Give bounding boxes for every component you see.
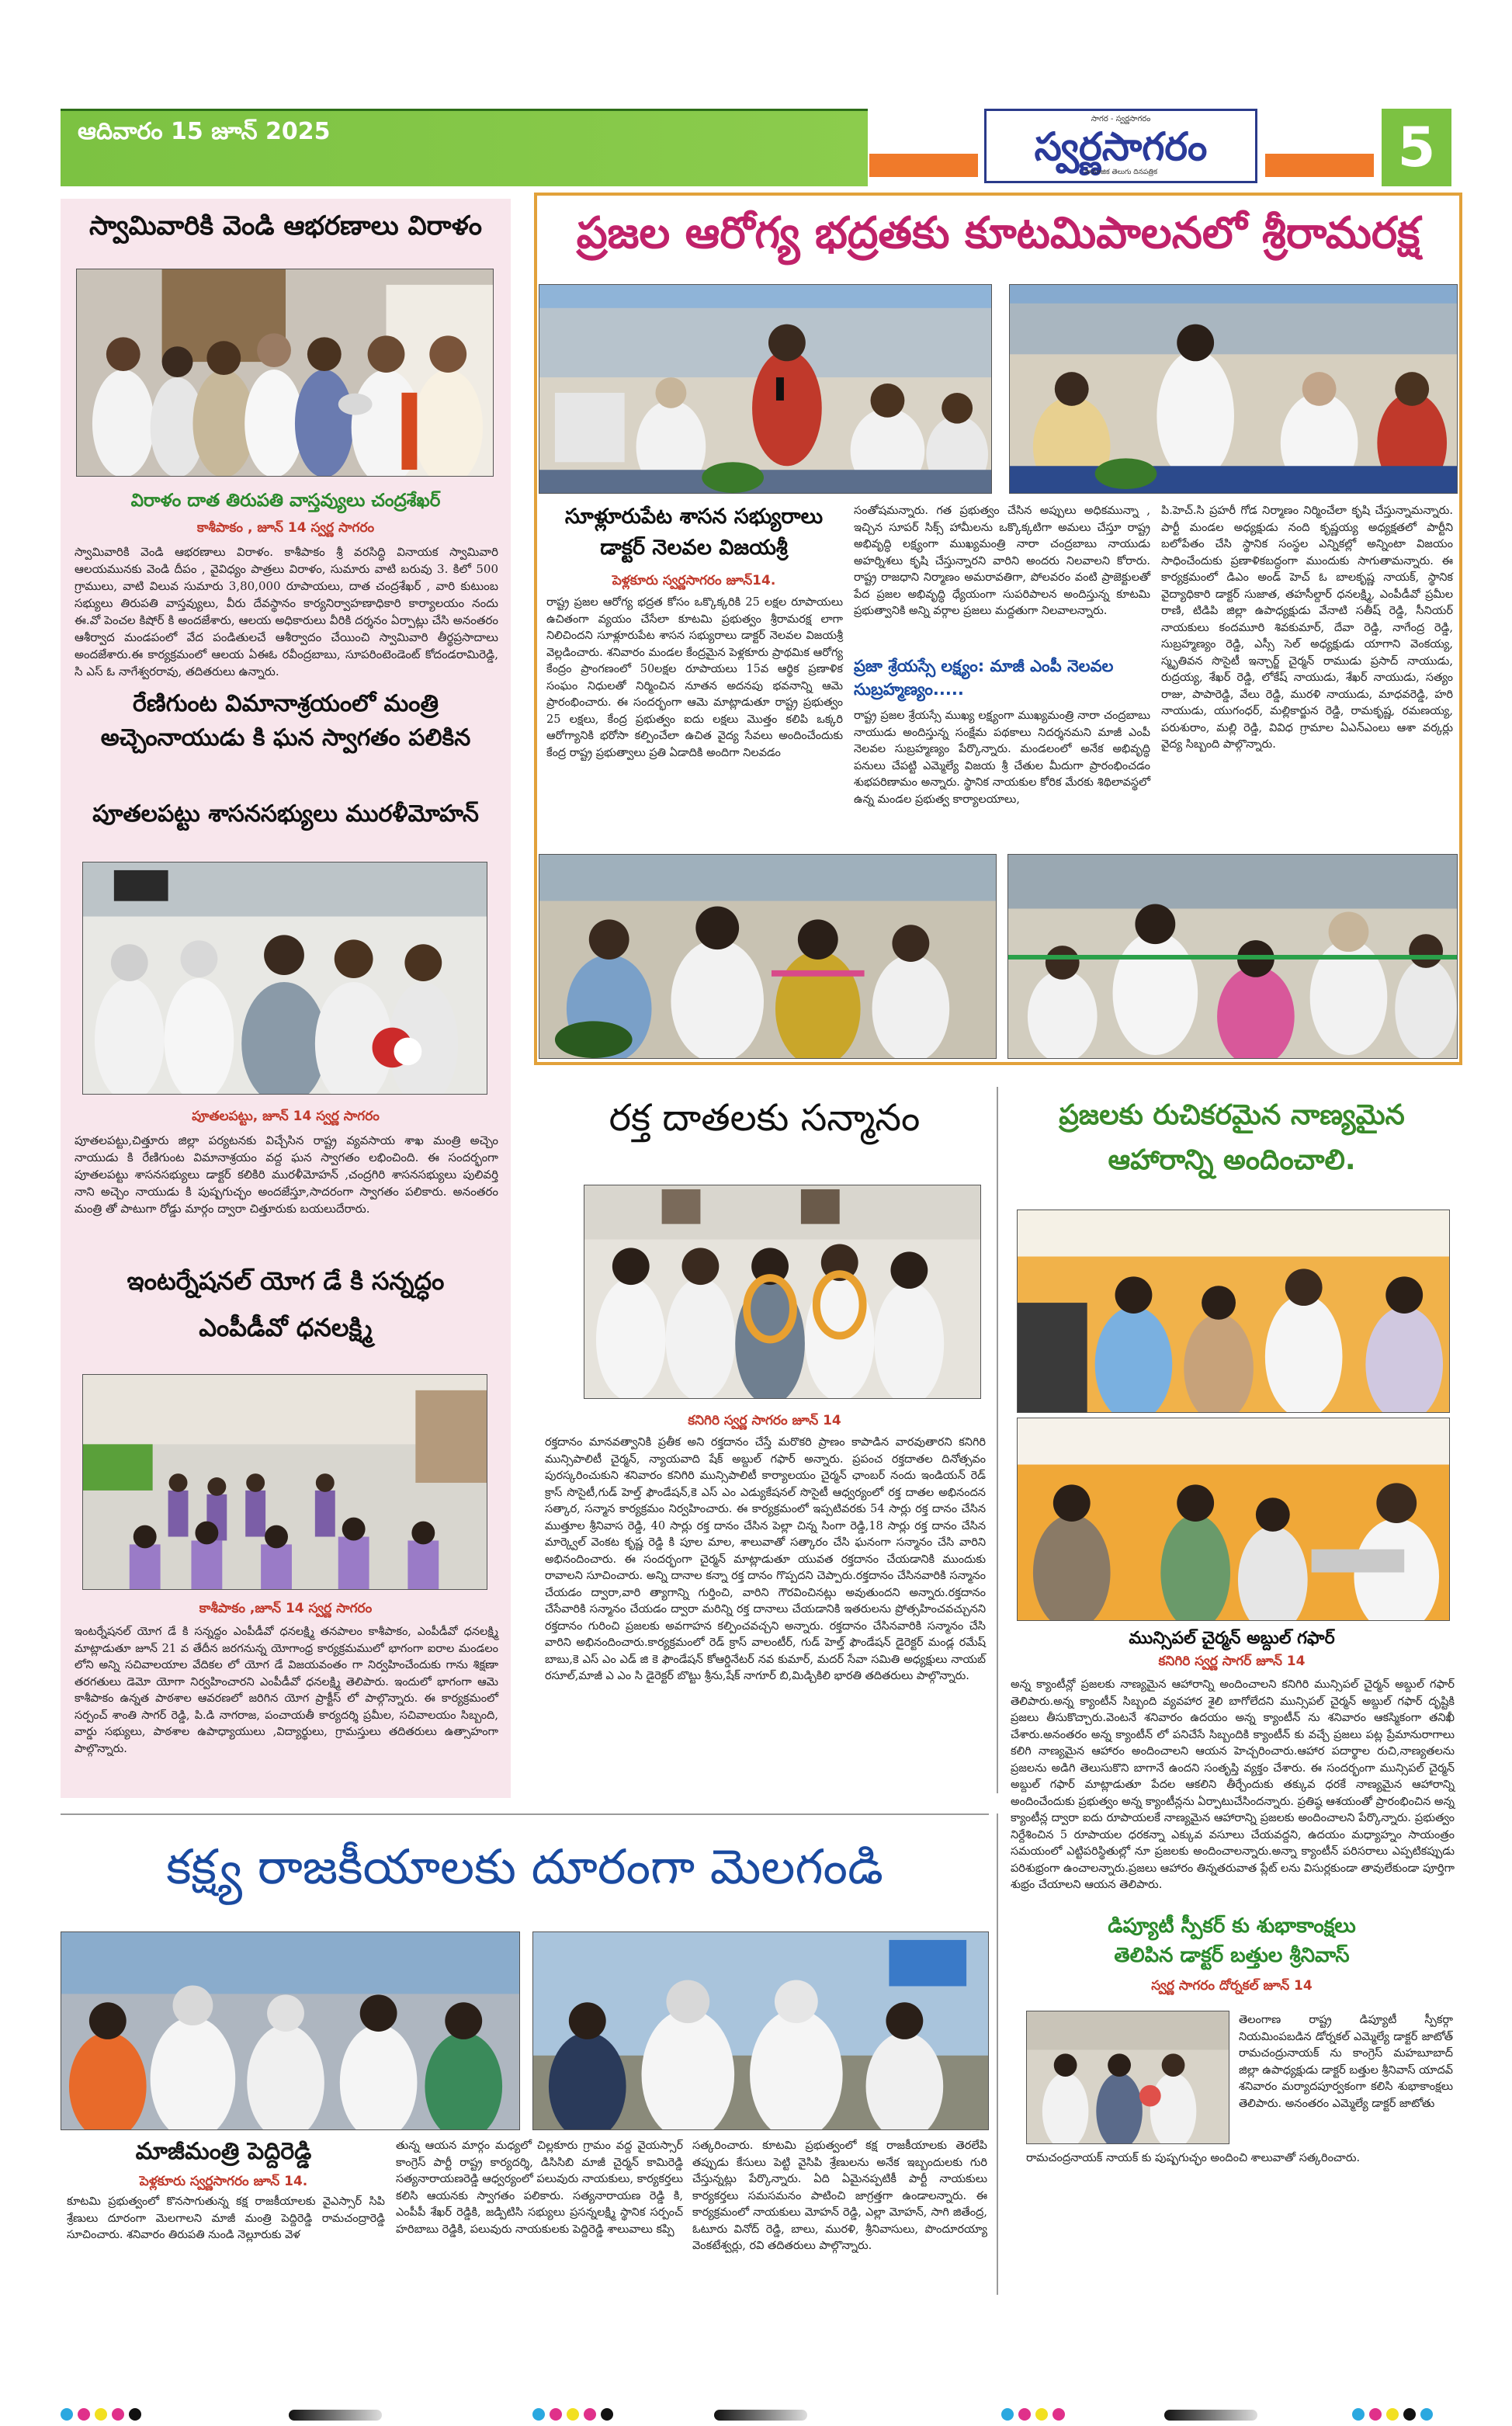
food-credit: కనిగిరి స్వర్ణ సాగర్ జూన్ 14 — [1158, 1654, 1306, 1669]
gray-bar-1 — [289, 2410, 382, 2421]
page-number: 5 — [1382, 109, 1451, 186]
yellow-dot — [1386, 2408, 1399, 2421]
color-registration-mid — [532, 2408, 613, 2421]
story1-caption: విరాళం దాత తిరుపతి వాస్తవ్యులు చంద్రశేఖర్ — [130, 491, 441, 511]
story3-body: ఇంటర్నేషనల్ యోగ డే కి సన్నద్ధం ఎంపీడీవో ధనలక్ష్మి తనపాలం కాశీపాకం, ఎంపీడీవో ధనలక్ష్మి మాట్లాడుతూ జూన్ 21 వ తేదీన జరగనున్న యోగాంధ్ర కార్యక్రమములో భాగంగా ఐరాల మండలం లోని అన్ని సచివాలయాల వేదికల లో యోగ డే విజయవంతం గా నిర్వహించేందుకు గాను శిక్షణా తరగతులు డెమో యోగా నిర్వహించారని ఎంపీడీవో ధనలక్ష్మి తెలిపారు. ఇందులో భాగంగా ఆమె కాశీపాకం ఉన్నత పాఠశాల ఆవరణలో జరిగిన యోగ ప్రాక్టీస్ లో పాల్గొన్నారు. ఈ కార్యక్రమంలో సర్పంచ్ శాంతి సాగర్ రెడ్డి, పి.డి నాగరాజ, పంచాయతీ కార్యదర్శి ప్రమీల, సచివాలయం సిబ్బంది, వార్డు సభ్యులు, పాఠశాల ఉపాధ్యాయులు ,విద్యార్థులు, గ్రామస్తులు తదితరులు ఉత్సాహంగా పాల్గొన్నారు. — [75, 1626, 498, 1755]
blood-photo — [584, 1185, 981, 1399]
yellow-dot — [95, 2408, 107, 2421]
story1-photo — [76, 269, 494, 477]
food-body: అన్న క్యాంటీన్లో ప్రజలకు నాణ్యమైన ఆహారాన్ని అందించాలని కనిగిరి మున్సిపల్ చైర్మన్ అబ్దుల్ గఫార్ తెలిపారు.అన్న క్యాంటీన్ సిబ్బంది వ్యవహార శైలి బాగోలేదని మున్సిపల్ చైర్మన్ అబ్దుల్ గఫార్ దృష్టికి ప్రజలు తీసుకొచ్చారు.వెంటనే శనివారం ఉదయం అన్న క్యాంటీన్ ను శనివారం ఆకస్మికంగా తనిఖీ చేశారు.అనంతరం అన్న క్యాంటీన్ లో పనిచేసే సిబ్బందికి క్యాంటీన్ కు వచ్చే ప్రజలు పట్ల ప్రేమానురాగాలు కలిగి నాణ్యమైన ఆహారం అందించాలని ఆయన హెచ్చరించారు.ఆహార పదార్థాల రుచి,నాణ్యతలను ప్రజలను అడిగి తెలుసుకొని బాగానే ఉందని సంతృప్తి వ్యక్తం చేశారు. ఈ సందర్భంగా మున్సిపల్ చైర్మన్ అబ్దుల్ గఫార్ మాట్లాడుతూ పేదల ఆకలిని తీర్చేందుకు తక్కువ ధరకే నాణ్యమైన ఆహారాన్ని అందించేందుకు ప్రభుత్వం అన్న క్యాంటీన్లను ఏర్పాటుచేసిందన్నారు. ప్రతిష్ఠ ఆశయంతో ప్రారంభించిన అన్న క్యాంటీన్ల ద్వారా ఐదు రూపాయలకే నాణ్యమైన ఆహారాన్ని ప్రజలకు అందించాలని పేర్కొన్నారు. ప్రభుత్వం నిర్దేశించిన 5 రూపాయల ధరకన్నా ఎక్కువ వసూలు చేయవద్దని, ఉదయం మధ్యాహ్నం సాయంత్రం సమయంలో ఎట్టిపరిస్థితుల్లో నూ ప్రజలకు అందించాలన్నారు.అన్నా క్యాంటీన్ పరిసరాలు ఎప్పటికప్పుడు పరిశుభ్రంగా ఉంచాలన్నారు.ప్రజలు ఆహారం తిన్నతరువాత ప్లేట్ లను విసుర్లకుండా తావులేకుండా పూర్తిగా శుభ్రం చేయాలని ఆయన తెలిపారు. — [1011, 1678, 1455, 1891]
bottom-headline: కక్ష్య రాజకీయాలకు దూరంగా మెలగండి — [166, 1838, 883, 1895]
health-col3: పి.హెచ్.సి ప్రహరీ గోడ నిర్మాణం నిర్మించేలా కృషి చేస్తున్నామన్నారు. పార్టీ మండల అధ్యక్షుడు నంది కృష్ణయ్య అధ్యక్షతలో పార్టీని బలోపేతం చేసి స్థానిక సంస్థల ఎన్నికల్లో అన్నింటా విజయం సాధించేందుకు ప్రణాళికబద్ధంగా ముందుకు సాగుతామన్నారు. ఈ కార్యక్రమంలో డిఎం అండ్ హెచ్ ఓ బాలకృష్ణ నాయక్, స్థానిక వైద్యాధికారి డాక్టర్ సుజాత, తహసీల్దార్ ధనలక్ష్మి, ఎంపీడీవో ప్రమీల రాణి, టిడిపి జిల్లా ఉపాధ్యక్షుడు వేనాటి సతీష్ రెడ్డి, సీనియర్ నాయకులు కందమూరి శివకుమార్, దేవా రెడ్డి, నాగేంద్ర రెడ్డి, సుబ్రహ్మణ్యం రెడ్డి, ఎస్సీ సెల్ అధ్యక్షుడు యాగాని వెంకయ్య, స్మృతివన సొసైటీ ఇన్చార్జ్ చైర్మన్ రాముడు ప్రసాద్ నాయుడు, రుద్రయ్య, శేఖర్ రెడ్డి, లోకేష్ నాయుడు, శేఖర్ నాయుడు, సత్యం రాజు, పాపారెడ్డి, వేలు రెడ్డి, మురళి నాయుడు, మాధవరెడ్డి, హరి నాయుడు, యుగంధర్, మల్లికార్జున రెడ్డి, రామకృష్ణ, రమణయ్య, పరుశురాం, మల్లి రెడ్డి, వివిధ గ్రామాల ఏఎన్ఎంలు ఆశా వర్కర్లు వైద్య సిబ్బంది పాల్గొన్నారు. — [1161, 505, 1453, 751]
black-dot — [129, 2408, 141, 2421]
health-sub-1: సూళ్లూరుపేట శాసన సభ్యురాలు — [564, 505, 824, 529]
blood-body: రక్తదానం మానవత్వానికి ప్రతీక అని రక్తదానం చేస్తే మరొకరి ప్రాణం కాపాడిన వారవుతారని కనిగిరి మున్సిపాలిటీ చైర్మన్, న్యాయవాది షేక్ అబ్దుల్ గఫార్ అన్నారు. ప్రపంచ రక్తదాతల దినోత్సవం పురస్కరించుకుని శనివారం కనిగిరి మున్సిపాలిటీ కార్యాలయం చైర్మన్ ఛాంబర్ నందు ఇండియన్ రెడ్ క్రాస్ సొసైటీ,గుడ్ హెల్త్ ఫౌండేషన్,కె ఎస్ ఎం ఎడ్యుకేషనల్ సొసైటీ ఆధ్వర్యంలో రక్త దాతల అభినందన సత్కార, సన్మాన కార్యక్రమం నిర్వహించారు. ఈ కార్యక్రమంలో ఇప్పటివరకు 54 సార్లు రక్త దానం చేసిన ముత్తూల శ్రీనివాస రెడ్డి, 40 సార్లు రక్త దానం చేసిన పెల్లా చిన్న సింగా రెడ్డి,18 సార్లు రక్త దానం చేసిన మార్క్వెల్ వెంకట కృష్ణ రెడ్డి కి పూల మాల, శాలువాతో సత్కారం చేసి ఘనంగా సన్మానం చేసి వారిని అభినందించారు. ఈ సందర్భంగా చైర్మన్ మాట్లాడుతూ యువత రక్తదానం చేయడానికి ముందుకు రావాలని సూచించారు. అన్ని దానాల కన్నా రక్త దానం గొప్పదని చెప్పారు.రక్తదానం చేసినవారికి సన్మానం చేయడం ద్వారా,వారి త్యాగాన్ని గుర్తించి, వారిని గౌరవించినట్లు అవుతుందని అన్నారు.రక్తదానం చేసేవారికి సన్మానం చేయడం ద్వారా మరిన్ని రక్త దానాలు చేయడానికి ఇతరులను ప్రోత్సహించవచ్చునని రక్తదానం గురించి ప్రజలకు అవగాహన కల్పించవచ్చని అన్నారు. రక్తదానం చేసినవారికి సన్మానం చేసి వారిని అభినందించారు.కార్యక్రమంలో రెడ్ క్రాస్ వాలంటీర్, గుడ్ హెల్త్ ఫౌండేషన్ డైరెక్టర్ మండ్ల రమేష్ బాబు,కె ఎస్ ఎం ఎడ్ జి కె ఫౌండేషన్ కోఆర్డినేటర్ నవ కుమార్, మదర్ సేవా సమితి అధ్యక్షులు నాయబ్ రసూల్,మాజీ ఎ ఎం సి డైరెక్టర్ బొట్టు శ్రీను,షేక్ నాగూర్ బి,మిడ్చికిలి భారతి తదితరులు పాల్గొన్నారు. — [545, 1436, 986, 1682]
color-registration-far-right — [1352, 2408, 1433, 2421]
magenta-dot — [1369, 2408, 1382, 2421]
story2-headline-2: అచ్చెంనాయుడు కి ఘన స్వాగతం పలికిన — [100, 724, 471, 751]
cyan-dot — [1352, 2408, 1365, 2421]
story2-headline-3: పూతలపట్టు శాసనసభ్యులు మురళీమోహన్ — [92, 800, 479, 828]
story2-credit: పూతలపట్టు, జూన్ 14 స్వర్ణ సాగరం — [192, 1109, 380, 1124]
health-photo-4 — [1007, 854, 1458, 1059]
magenta-dot — [1053, 2408, 1065, 2421]
yellow-dot — [567, 2408, 579, 2421]
deputy-headline-2: తెలిపిన డాక్టర్ బత్తుల శ్రీనివాస్ — [1114, 1944, 1350, 1967]
deputy-photo — [1026, 2011, 1229, 2144]
health-photo-3 — [539, 854, 997, 1059]
magenta-dot — [1018, 2408, 1031, 2421]
gray-bar-3 — [1164, 2410, 1257, 2421]
deputy-credit: స్వర్ణ సాగరం దోర్నకల్ జూన్ 14 — [1151, 1978, 1313, 1994]
health-photo-1 — [539, 284, 992, 494]
story1-body: స్వామివారికి వెండి ఆభరణాలు విరాళం. కాశీపాకం శ్రీ వరసిద్ధి వినాయక స్వామివారి ఆలయమునకు వెండి దీపం , వైవిధ్యం పాత్రలు విరాళం, సుమారు వాటి బరువు 3. కిలో 500 గ్రాములు, వాటి విలువ సుమారు 3,80,000 రూపాయలు, దాత చంద్రశేఖర్ , వారి కుటుంబ సభ్యులు తిరుపతి వాస్తవ్యులు, వీరు దేవస్థానం కార్యనిర్వాహణాధికారి కార్యాలయం నందు ఈ.వో పెంచల కిషోర్ కి అందజేశారు, ఆలయ అధికారులు వీరికి దర్శనం ఏర్పాట్లు చేసి అనంతరం ఆశీర్వాద మండపంలో వేద పండితులచే ఆశీర్వాదం చేయించి స్వామివారి తీర్థప్రసాదాలు అందజేశారు.ఈ కార్యక్రమంలో ఆలయ ఏఈఓ రవీంద్రబాబు, సూపరింటెండెంట్ కోదండరామిరెడ్డి, సి ఎస్ ఓ నాగేశ్వరరావు, తదితరులు ఉన్నారు. — [75, 545, 498, 679]
bottom-photo-1 — [61, 1931, 520, 2130]
story1-credit: కాశీపాకం , జూన్ 14 స్వర్ణ సాగరం — [196, 520, 375, 536]
magenta-dot — [112, 2408, 124, 2421]
magenta-dot — [584, 2408, 596, 2421]
blood-headline: రక్త దాతలకు సన్మానం — [609, 1096, 921, 1140]
black-dot — [601, 2408, 613, 2421]
story3-headline-1: ఇంటర్నేషనల్ యోగ డే కి సన్నద్ధం — [127, 1266, 445, 1296]
food-photo-2 — [1017, 1418, 1450, 1621]
yellow-dot — [1035, 2408, 1048, 2421]
story2-photo — [82, 862, 487, 1095]
food-caption: మున్సిపల్ చైర్మన్ అబ్దుల్ గఫార్ — [1129, 1629, 1335, 1648]
header-accent-right — [1265, 154, 1374, 177]
story1-headline: స్వామివారికి వెండి ఆభరణాలు విరాళం — [88, 210, 483, 241]
cyan-dot — [532, 2408, 545, 2421]
bottom-rule — [61, 1813, 989, 1815]
issue-date: ఆదివారం 15 జూన్ 2025 — [78, 118, 331, 145]
bottom-credit: పెళ్లకూరు స్వర్ణసాగరం జూన్ 14. — [139, 2174, 308, 2189]
bottom-subhead: మాజీమంత్రి పెద్దిరెడ్డి — [135, 2138, 312, 2165]
health-col2-subhead: ప్రజా శ్రేయస్సే లక్ష్యం: మాజీ ఎంపీ నెలవల సుబ్రహ్మణ్యం..... — [854, 657, 1114, 699]
bottom-column-rule — [997, 1813, 998, 2295]
black-dot — [1403, 2408, 1416, 2421]
cyan-dot — [1420, 2408, 1433, 2421]
health-col2b: రాష్ట్ర ప్రజల శ్రేయస్సే ముఖ్య లక్ష్యంగా ముఖ్యమంత్రి నారా చంద్రబాబు నాయుడు అందిస్తున్న సంక్షేమ పథకాలు నిదర్శనమని మాజీ ఎంపీ నెలవల సుబ్రహ్మణ్యం పేర్కొన్నారు. మండలంలో అనేక అభివృద్ధి పనులు చేపట్టి ఎమ్మెల్యే విజయ శ్రీ చేతుల మీదుగా ప్రారంభించడం శుభపరిణామం అన్నారు. స్థానిక నాయకుల కోరిక మేరకు శిథిలావస్థలో ఉన్న మండల ప్రభుత్వ కార్యాలయాలు, — [854, 710, 1150, 806]
color-registration-left — [61, 2408, 141, 2421]
health-credit: పెళ్లకూరు స్వర్ణసాగరం జూన్14. — [612, 573, 776, 588]
bottom-col3: సత్కరించారు. కూటమి ప్రభుత్వంలో కక్ష రాజకీయాలకు తెరలేపి తప్పుడు కేసులు పెట్టి వైసిపి శ్రేణులను అనేక ఇబ్బందులకు గురి చేస్తున్నట్లు పేర్కొన్నారు. ఏది ఏమైనప్పటికీ పార్టీ నాయకులు కార్యకర్తలు సమసమనం పాటించి జాగ్రత్తగా ఉండాలన్నారు. ఈ కార్యక్రమంలో నాయకులు మోహన్ రెడ్డి, ఎల్లా మోహన్, సాగి జితేంద్ర, ఓటూరు వినోద్ రెడ్డి, బాలు, మురళి, శ్రీనివాసులు, పొందూరయ్యా వెంకటేశ్వర్లు, రవి తదితరులు పాల్గొన్నారు. — [692, 2140, 987, 2252]
masthead-name: స్వర్ణసాగరం — [1034, 123, 1208, 169]
health-photo-2 — [1009, 284, 1458, 494]
magenta-dot — [550, 2408, 562, 2421]
bottom-col1: కూటమి ప్రభుత్వంలో కొనసాగుతున్న కక్ష రాజకీయాలకు వైఎస్సార్ సిపి శ్రేణులు దూరంగా మెలగాలని మాజీ మంత్రి పెద్దిరెడ్డి రామచంద్రారెడ్డి సూచించారు. శనివారం తిరుపతి నుండి నెల్లూరుకు వెళ — [67, 2195, 385, 2241]
health-sub-2: డాక్టర్ నెలవల విజయశ్రీ — [600, 536, 788, 560]
column-rule — [997, 1087, 998, 1793]
story3-photo — [82, 1374, 487, 1590]
blood-credit: కనిగిరి స్వర్ణ సాగరం జూన్ 14 — [688, 1413, 841, 1428]
story3-headline-2: ఎంపీడీవో ధనలక్ష్మి — [199, 1313, 373, 1342]
deputy-body-bottom: రామచంద్రనాయక్ నాయక్ కు పుష్పగుచ్ఛం అందించి శాలువాతో సత్కరించారు. — [1026, 2152, 1361, 2164]
food-photo-1 — [1017, 1210, 1450, 1413]
bottom-col2: తున్న ఆయన మార్గం మధ్యలో చిల్లకూరు గ్రామం వద్ద వైయస్సార్ కాంగ్రెస్ పార్టీ రాష్ట్ర కార్యదర్శి, డిసిసిబి మాజీ చైర్మన్ కామిరెడ్డి సత్యనారాయణరెడ్డి ఆధ్వర్యంలో పలువురు నాయకులు, కార్యకర్తలు కలిసి ఆయనకు స్వాగతం పలికారు. సత్యనారాయణ రెడ్డి కి, ఎంపీపీ శేఖర్ రెడ్డికి, జడ్పిటిసి సభ్యులు ప్రసన్నలక్ష్మి స్థానిక సర్పంచ్ హరిబాబు రెడ్డికి, పలువురు నాయకులకు పెద్దిరెడ్డి శాలువాలు కప్పి — [396, 2140, 683, 2236]
story2-headline-1: రేణిగుంట విమానాశ్రయంలో మంత్రి — [133, 690, 439, 717]
food-headline-2: ఆహారాన్ని అందించాలి. — [1108, 1144, 1356, 1176]
food-headline-1: ప్రజలకు రుచికరమైన నాణ్యమైన — [1059, 1099, 1405, 1131]
masthead-tagline: సాగర - స్వర్ణసాగరం — [1091, 115, 1151, 123]
cyan-dot — [1001, 2408, 1014, 2421]
health-col1: రాష్ట్ర ప్రజల ఆరోగ్య భద్రత కోసం ఒక్కొక్కరికి 25 లక్షల రూపాయలు ఉచితంగా వ్యయం చేసేలా కూటమి ప్రభుత్వం శ్రీరామరక్ష లాగా నిలిచిందని సూళ్లూరుపేట శాసన సభ్యురాలు డాక్టర్ నెలవల విజయశ్రీ వెల్లడించారు. శనివారం మండల కేంద్రమైన పెళ్లకూరు ప్రాథమిక ఆరోగ్య కేంద్రం ప్రాంగణంలో 50లక్షల రూపాయలు 15వ ఆర్థిక ప్రణాళిక సంఘం నిధులతో నిర్మించిన నూతన అదనపు భవనాన్ని ఆమె ప్రారంభించారు. ఈ సందర్భంగా ఆమె మాట్లాడుతూ రాష్ట్ర ప్రభుత్వం 25 లక్షలు, కేంద్ర ప్రభుత్వం ఐదు లక్షలు మొత్తం కలిపి ఒక్కరి ఆరోగ్యానికి భరోసా కల్పించేలా ఉచిత వైద్య సేవలు అందించేందుకు కేంద్ర రాష్ట్ర ప్రభుత్వాలు ప్రతి ఏడాదికి అందిగా నిలవడం — [546, 596, 843, 759]
story2-body: పూతలపట్టు,చిత్తూరు జిల్లా పర్యటనకు విచ్చేసిన రాష్ట్ర వ్యవసాయ శాఖ మంత్రి అచ్చెం నాయుడు కి రేణిగుంట విమానాశ్రయం వద్ద ఘన స్వాగతం లభించింది. ఈ సందర్భంగా పూతలపట్టు శాసనసభ్యులు డాక్టర్ కలికిరి మురళీమోహన్ ,చంద్రగిరి శాసనసభ్యులు పులివర్తి నాని అచ్చెం నాయుడు కి పుష్పగుచ్ఛం అందజేస్తూ,సాదరంగా స్వాగతం పలికారు. అనంతరం మంత్రి తో పాటుగా రోడ్డు మార్గం ద్వారా చిత్తూరుకు బయలుదేరారు. — [75, 1133, 498, 1216]
deputy-headline-1: డిప్యూటీ స్పీకర్ కు శుభాకాంక్షలు — [1108, 1914, 1356, 1938]
story3-credit: కాశీపాకం ,జూన్ 14 స్వర్ణ సాగరం — [199, 1601, 373, 1616]
health-col2a: సంతోషమన్నారు. గత ప్రభుత్వం చేసిన అప్పులు అధికమున్నా , ఇచ్చిన సూపర్ సిక్స్ హామీలను ఒక్కొక్కటిగా అమలు చేస్తూ రాష్ట్ర అభివృద్ధి లక్ష్యంగా ముఖ్యమంత్రి నారా చంద్రబాబు నాయుడు అహర్నిశలు కృషి చేస్తున్నారని వారిని అందరు నిలవాలని కోరారు. రాష్ట్ర రాజధాని నిర్మాణం అమరావతిగా, పోలవరం వంటి ప్రాజెక్టులతో పేద ప్రజల అభివృద్ధి ధ్యేయంగా సుపరిపాలన అందిస్తున్న కూటమి ప్రభుత్వానికి అన్ని వర్గాల ప్రజలు మద్దతుగా నిలవాలన్నారు. — [854, 505, 1150, 617]
gray-bar-2 — [714, 2410, 807, 2421]
masthead — [984, 109, 1257, 183]
deputy-body-right: తెలంగాణ రాష్ట్ర డిప్యూటీ స్పీకర్గా నియమింపబడిన డోర్నకల్ ఎమ్మెల్యే డాక్టర్ జాటోత్ రామచంద్రునాయక్ ను కాంగ్రెస్ మహబూబాద్ జిల్లా ఉపాధ్యక్షుడు డాక్టర్ బత్తుల శ్రీనివాస్ యాదవ్ శనివారం మర్యాదపూర్వకంగా కలిసి శుభాకాంక్షలు తెలిపారు. అనంతరం ఎమ్మెల్యే డాక్టర్ జాటోతు — [1239, 2014, 1453, 2110]
magenta-dot — [78, 2408, 90, 2421]
header-accent-left — [869, 154, 978, 177]
cyan-dot — [61, 2408, 73, 2421]
health-story-title: ప్రజల ఆరోగ్య భద్రతకు కూటమిపాలనలో శ్రీరామరక్ష — [576, 208, 1420, 259]
masthead-subtitle: సామాజిక తెలుగు దినపత్రిక — [1084, 168, 1158, 176]
bottom-photo-2 — [532, 1931, 989, 2130]
color-registration-right — [1001, 2408, 1065, 2421]
